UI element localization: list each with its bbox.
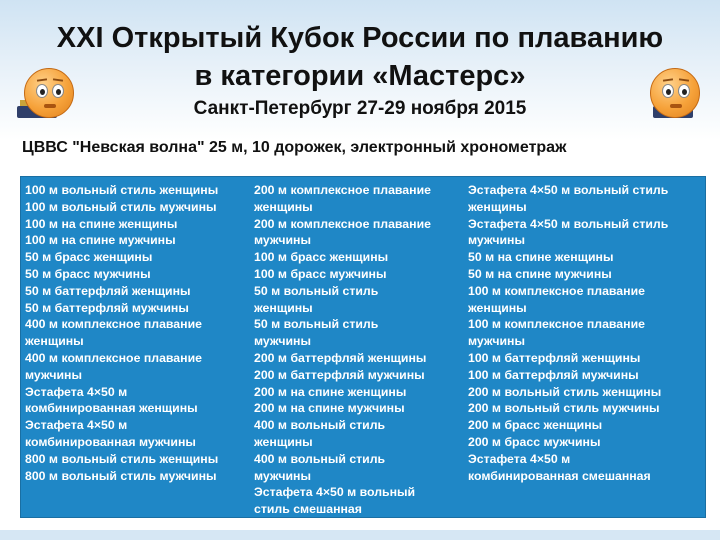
event-line: комбинированная женщины xyxy=(25,401,198,416)
event-line: мужчины xyxy=(254,468,311,483)
event-line: 50 м брасс мужчины xyxy=(25,266,151,281)
event-line: 100 м брасс мужчины xyxy=(254,266,387,281)
page-subtitle: в категории «Мастерс» xyxy=(194,60,526,92)
venue-info: ЦВВС "Невская волна" 25 м, 10 дорожек, электронный хронометраж xyxy=(22,139,567,156)
event-line: 50 м вольный стиль xyxy=(254,317,379,332)
event-line: Эстафета 4×50 м xyxy=(25,384,128,399)
event-line: комбинированная смешанная xyxy=(468,468,651,483)
event-line: женщины xyxy=(254,199,313,214)
event-line: Эстафета 4×50 м вольный стиль xyxy=(468,183,669,197)
event-line: 100 м баттерфляй мужчины xyxy=(468,367,639,382)
event-line: 800 м вольный стиль мужчины xyxy=(25,468,217,483)
event-line: 800 м вольный стиль женщины xyxy=(25,451,219,466)
event-line: мужчины xyxy=(25,367,82,382)
event-line: женщины xyxy=(25,334,84,349)
event-line: 200 м комплексное плавание xyxy=(254,183,431,197)
event-line: мужчины xyxy=(468,233,525,248)
events-table xyxy=(20,176,706,518)
event-line: 200 м на спине мужчины xyxy=(254,401,405,416)
events-column-day2 xyxy=(254,182,469,518)
event-line: стиль смешанная xyxy=(254,502,362,517)
event-line: 100 м комплексное плавание xyxy=(468,283,645,298)
event-line: 100 м вольный стиль женщины xyxy=(25,183,219,197)
event-line: женщины xyxy=(254,434,313,449)
footer-strip xyxy=(0,530,720,540)
smiley-face-icon xyxy=(24,68,74,118)
event-line: 200 м баттерфляй женщины xyxy=(254,350,427,365)
event-line: 50 м баттерфляй мужчины xyxy=(25,300,189,315)
event-line: 50 м на спине женщины xyxy=(468,250,614,265)
event-line: 100 м комплексное плавание xyxy=(468,317,645,332)
event-line: 100 м на спине мужчины xyxy=(25,233,176,248)
event-line: 50 м вольный стиль xyxy=(254,283,379,298)
event-line: 200 м комплексное плавание xyxy=(254,216,431,231)
event-line: 400 м комплексное плавание xyxy=(25,350,202,365)
event-line: женщины xyxy=(254,300,313,315)
event-line: Эстафета 4×50 м xyxy=(25,418,128,433)
event-line: 200 м вольный стиль мужчины xyxy=(468,401,660,416)
event-line: 50 м на спине мужчины xyxy=(468,266,612,281)
event-line: Эстафета 4×50 м вольный xyxy=(254,485,416,500)
event-line: мужчины xyxy=(254,233,311,248)
event-line: Эстафета 4×50 м вольный стиль xyxy=(468,216,669,231)
event-line: женщины xyxy=(468,300,527,315)
event-location-date: Санкт-Петербург 27-29 ноября 2015 xyxy=(193,98,527,119)
event-line: 100 м брасс женщины xyxy=(254,250,389,265)
smiley-face-icon xyxy=(650,68,700,118)
event-line: 100 м вольный стиль мужчины xyxy=(25,199,217,214)
page-title: XXI Открытый Кубок России по плаванию xyxy=(56,22,664,54)
event-line: Эстафета 4×50 м xyxy=(468,451,571,466)
event-line: 200 м брасс мужчины xyxy=(468,434,601,449)
event-line: 400 м вольный стиль xyxy=(254,418,386,433)
event-line: мужчины xyxy=(254,334,311,349)
event-line: мужчины xyxy=(468,334,525,349)
events-column-day3 xyxy=(468,182,703,484)
event-line: 400 м комплексное плавание xyxy=(25,317,202,332)
event-line: женщины xyxy=(468,199,527,214)
event-line: 100 м баттерфляй женщины xyxy=(468,350,641,365)
event-line: 200 м вольный стиль женщины xyxy=(468,384,662,399)
event-line: 50 м баттерфляй женщины xyxy=(25,283,191,298)
events-column-day1 xyxy=(25,182,250,484)
event-line: 200 м баттерфляй мужчины xyxy=(254,367,425,382)
event-line: 50 м брасс женщины xyxy=(25,250,153,265)
event-line: 100 м на спине женщины xyxy=(25,216,178,231)
event-line: 200 м на спине женщины xyxy=(254,384,407,399)
event-line: комбинированная мужчины xyxy=(25,434,196,449)
event-line: 200 м брасс женщины xyxy=(468,418,603,433)
event-line: 400 м вольный стиль xyxy=(254,451,386,466)
